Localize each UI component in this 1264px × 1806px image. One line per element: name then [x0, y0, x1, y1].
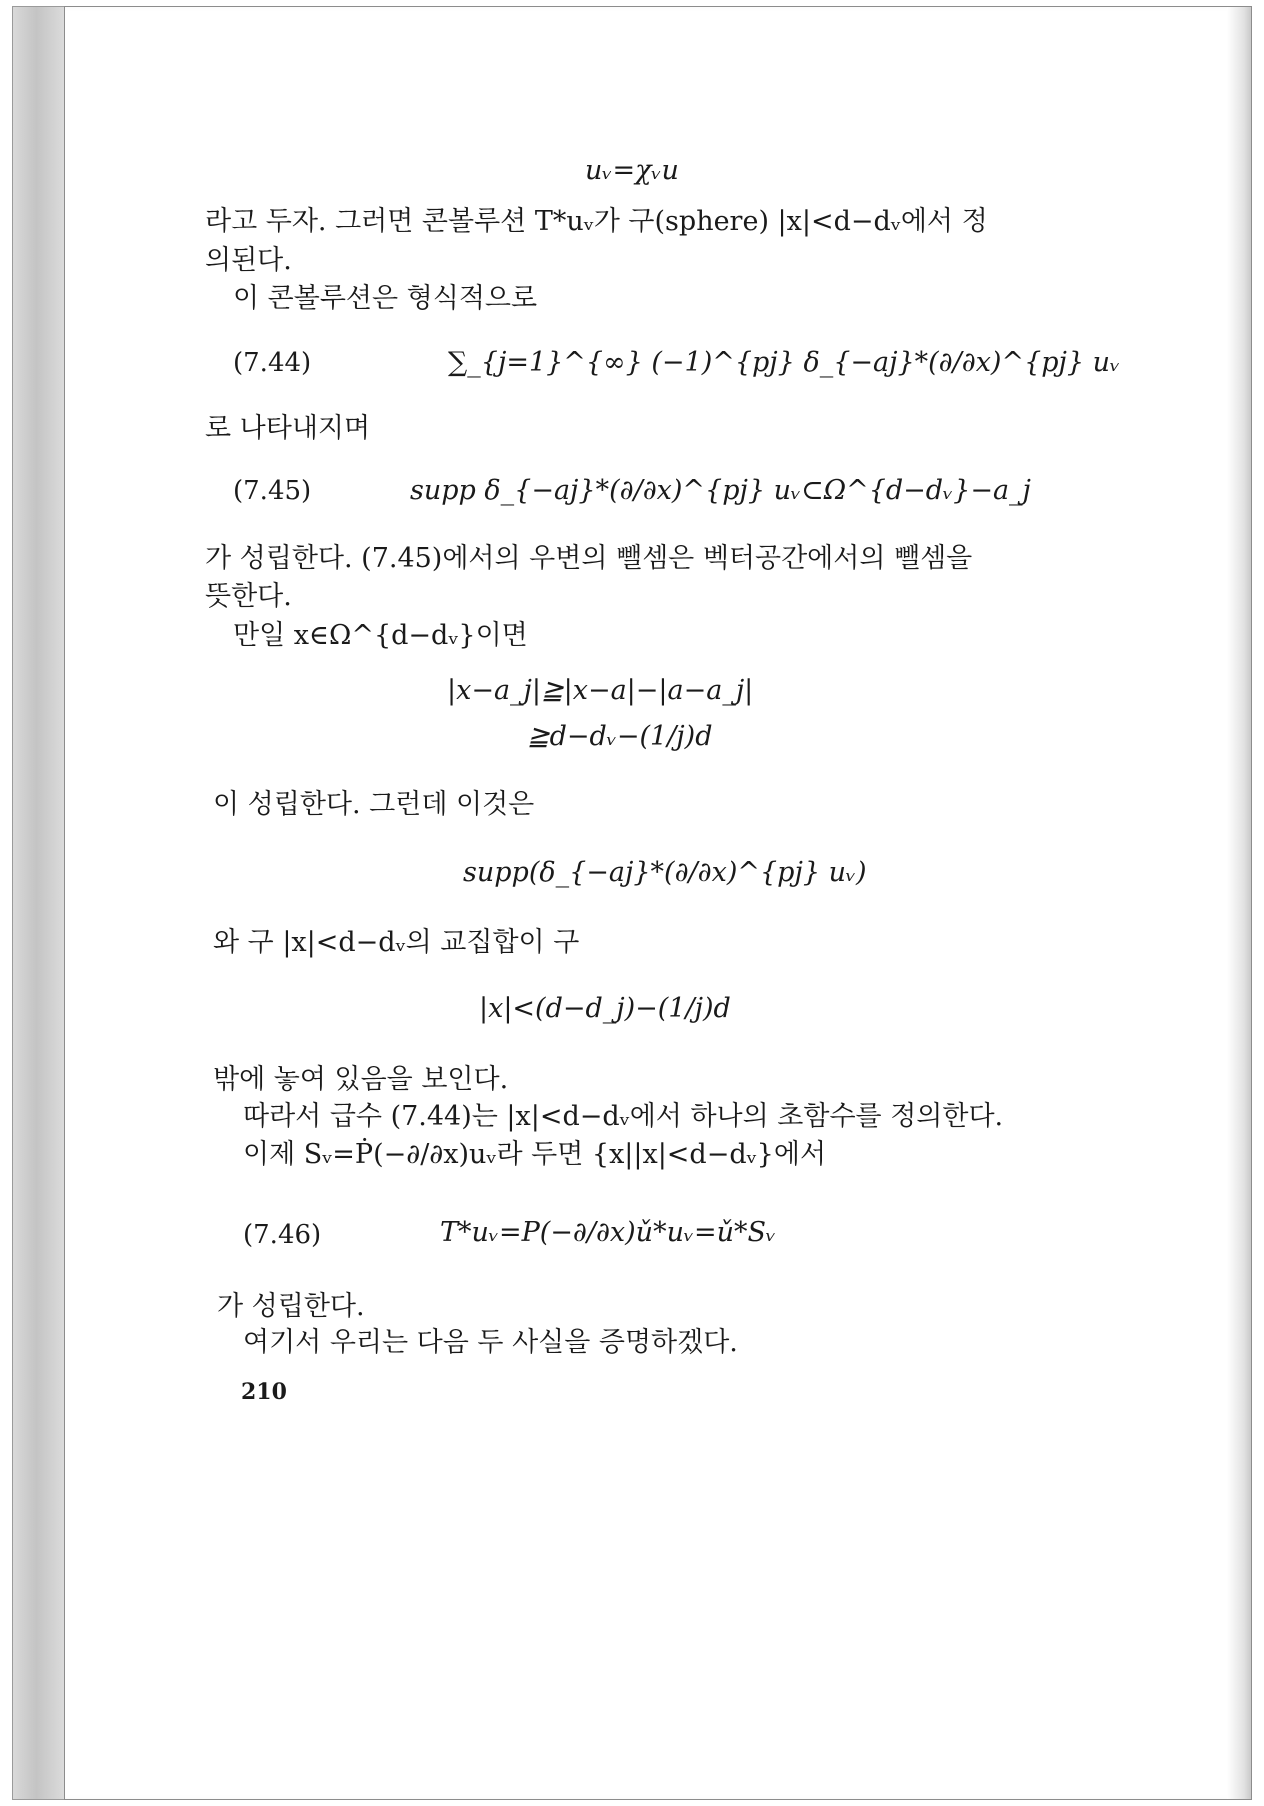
book-spine	[12, 6, 66, 1800]
paragraph-line: 만일 x∈Ω^{d−dᵥ}이면	[233, 620, 528, 651]
paragraph-line: 의된다.	[205, 245, 292, 276]
paragraph-line: 뜻한다.	[205, 581, 292, 612]
paragraph-line: 이 콘볼루션은 형식적으로	[233, 283, 538, 314]
inequality-line: ≧d−dᵥ−(1/j)d	[527, 721, 713, 752]
inequality-line: |x−a_j|≧|x−a|−|a−a_j|	[447, 675, 754, 706]
equation-supp: supp(δ_{−aj}*(∂/∂x)^{pj} uᵥ)	[463, 857, 867, 888]
paragraph-line: 가 성립한다.	[217, 1291, 365, 1322]
paragraph-line: 로 나타내지며	[205, 413, 371, 444]
paragraph-line: 라고 두자. 그러면 콘볼루션 T*uᵥ가 구(sphere) |x|<d−dᵥ에서 정	[205, 206, 988, 237]
paragraph-line: 밖에 놓여 있음을 보인다.	[213, 1064, 509, 1095]
equation-number: (7.44)	[233, 348, 312, 378]
equation-number: (7.46)	[243, 1220, 322, 1250]
paragraph-line: 이 성립한다. 그런데 이것은	[213, 789, 535, 820]
paragraph-line: 와 구 |x|<d−dᵥ의 교집합이 구	[213, 927, 580, 958]
page-number: 210	[241, 1379, 287, 1405]
paragraph-line: 따라서 급수 (7.44)는 |x|<d−dᵥ에서 하나의 초함수를 정의한다.	[243, 1101, 1004, 1132]
paragraph-line: 이제 Sᵥ=Ṗ(−∂/∂x)uᵥ라 두면 {x||x|<d−dᵥ}에서	[243, 1139, 827, 1170]
equation-number: (7.45)	[233, 476, 312, 506]
equation-ball: |x|<(d−d_j)−(1/j)d	[479, 993, 731, 1024]
equation-7-45: supp δ_{−aj}*(∂/∂x)^{pj} uᵥ⊂Ω^{d−dᵥ}−a_j	[410, 475, 1031, 506]
paragraph-line: 가 성립한다. (7.45)에서의 우변의 뺄셈은 벡터공간에서의 뺄셈을	[205, 543, 973, 574]
equation-7-46: T*uᵥ=P(−∂/∂x)ǔ*uᵥ=ǔ*Sᵥ	[440, 1217, 777, 1248]
page-edge-shadow	[1227, 7, 1251, 1799]
equation-7-44: ∑_{j=1}^{∞} (−1)^{pj} δ_{−aj}*(∂/∂x)^{pj} uᵥ	[448, 347, 1121, 378]
equation-u-nu: uᵥ=χᵥu	[585, 155, 679, 186]
paragraph-line: 여기서 우리는 다음 두 사실을 증명하겠다.	[243, 1327, 738, 1358]
